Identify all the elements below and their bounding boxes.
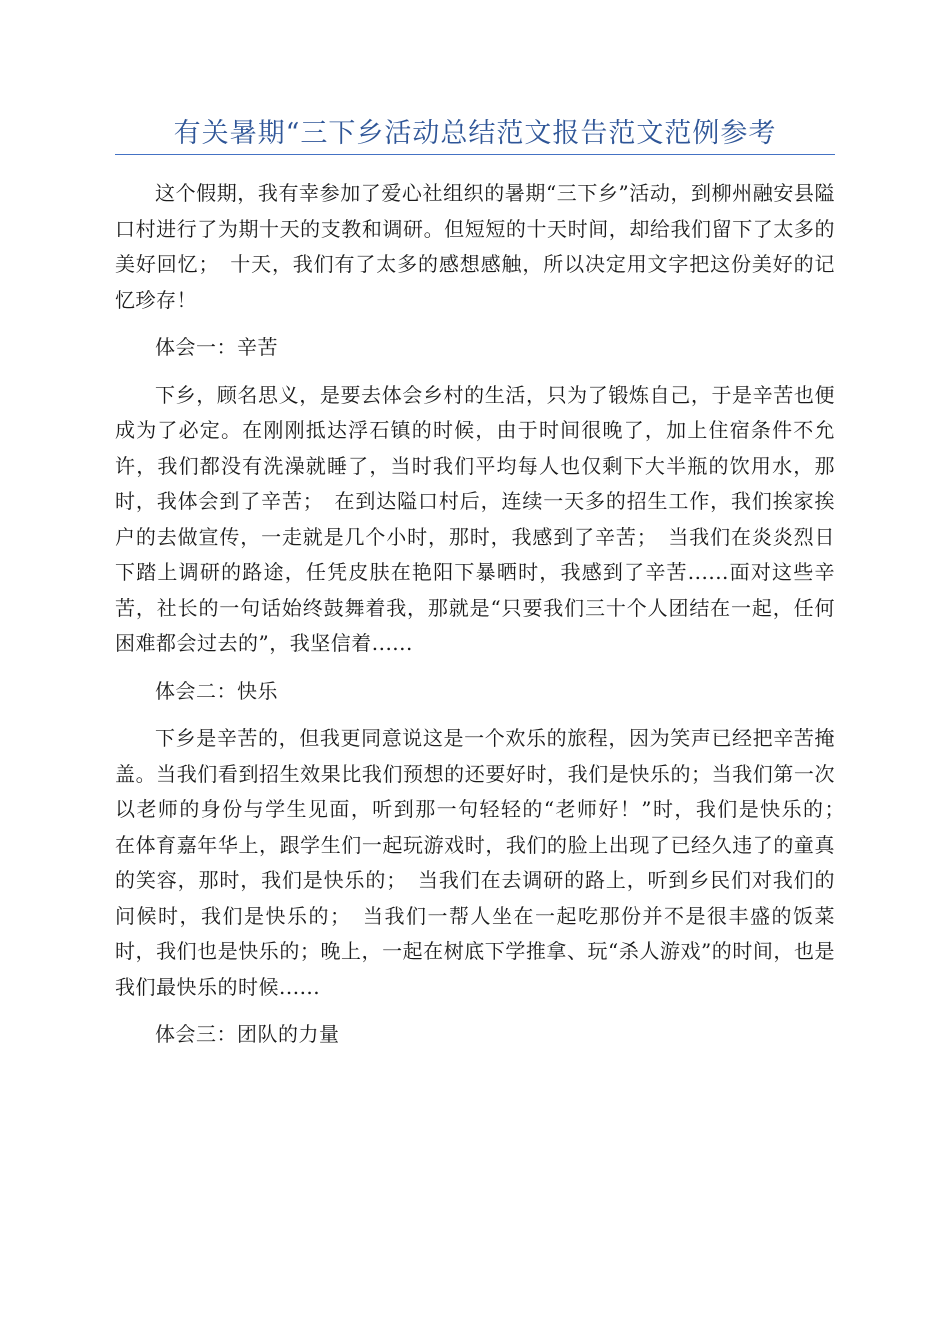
title-underline bbox=[115, 154, 835, 155]
paragraph-happiness: 下乡是辛苦的，但我更同意说这是一个欢乐的旅程，因为笑声已经把辛苦掩盖。当我们看到招生效果比我们预想的还要好时，我们是快乐的；当我们第一次以老师的身份与学生见面，听到那一句轻轻的“老师好！”时，我们是快乐的； 在体育嘉年华上，跟学生们一起玩游戏时，我们的脸上出现了已经久违了的童真的笑容，那时，我们是快乐的； 当我们在去调研的路上，听到乡民们对我们的问候时，我们是快乐的； 当我们一帮人坐在一起吃那份并不是很丰盛的饭菜时，我们也是快乐的；晚上，一起在树底下学推拿、玩“杀人游戏”的时间，也是我们最快乐的时候...... bbox=[115, 726, 856, 999]
document-title: 有关暑期“三下乡活动总结范文报告范文范例参考 bbox=[173, 118, 777, 149]
section-heading-3: 体会三：团队的力量 bbox=[155, 1022, 340, 1046]
section-heading-2: 体会二：快乐 bbox=[155, 678, 278, 703]
paragraph-hardship: 下乡，顾名思义，是要去体会乡村的生活，只为了锻炼自己，于是辛苦也便成为了必定。在刚刚抵达浮石镇的时候，由于时间很晚了，加上住宿条件不允许，我们都没有洗澡就睡了，当时我们平均每人也仅剩下大半瓶的饮用水，那时，我体会到了辛苦； 在到达隘口村后，连续一天多的招生工作，我们挨家挨户的去做宣传，一走就是几个小时，那时，我感到了辛苦； 当我们在炎炎烈日下踏上调研的路途，任凭皮肤在艳阳下暴晒时，我感到了辛苦......面对这些辛苦，社长的一句话始终鼓舞着我，那就是“只要我们三十个人团结在一起，任何困难都会过去的”，我坚信着...... bbox=[115, 382, 835, 655]
document-body bbox=[115, 176, 856, 1065]
paragraph-intro: 这个假期，我有幸参加了爱心社组织的暑期“三下乡”活动，到柳州融安县隘口村进行了为期十天的支教和调研。但短短的十天时间，却给我们留下了太多的美好回忆； 十天，我们有了太多的感想感触，所以决定用文字把这份美好的记忆珍存！ bbox=[115, 181, 835, 312]
section-heading-1: 体会一：辛苦 bbox=[155, 335, 278, 359]
